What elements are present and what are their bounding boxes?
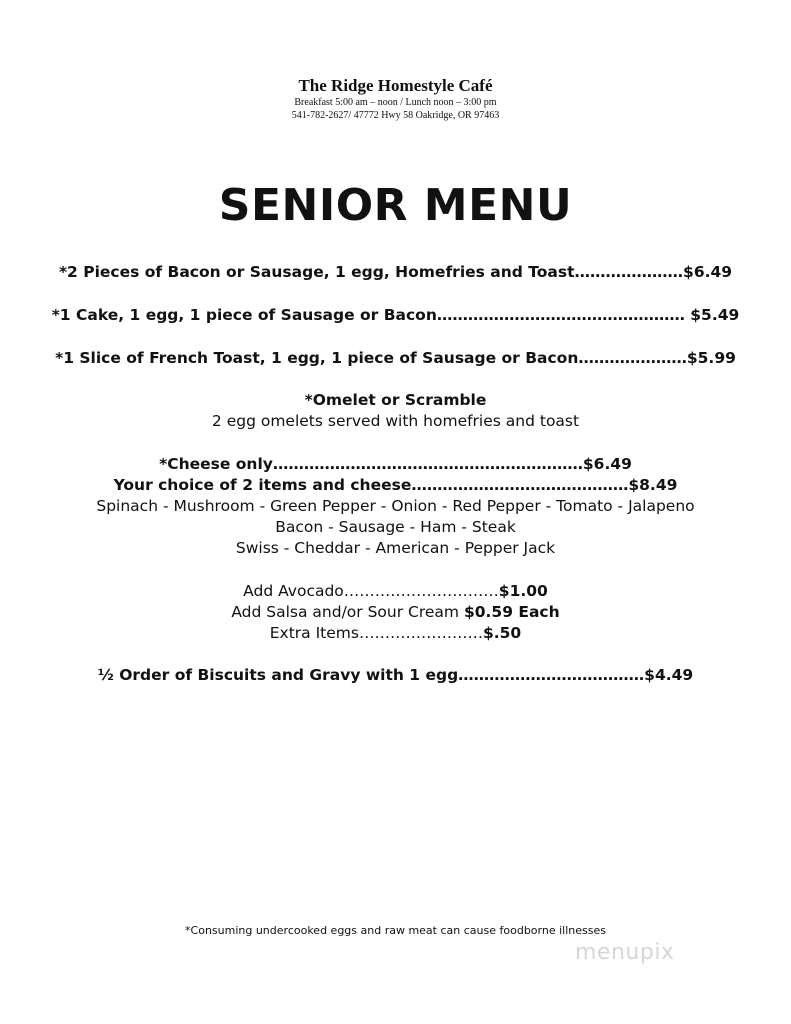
dot-leader: ……………………………… bbox=[458, 666, 645, 684]
omelet-description: 2 egg omelets served with homefries and toast bbox=[211, 412, 580, 430]
dot-leader: …………………………………………………… bbox=[272, 455, 583, 473]
item-name: Your choice of 2 items and cheese bbox=[113, 476, 412, 494]
item-name: *1 Slice of French Toast, 1 egg, 1 piece of Sausage or Bacon bbox=[55, 349, 579, 367]
addon-salsa bbox=[0, 603, 791, 621]
menu-item bbox=[0, 349, 791, 367]
item-price: $8.49 bbox=[628, 476, 678, 494]
food-safety-disclaimer: *Consuming undercooked eggs and raw meat can cause foodborne illnesses bbox=[185, 924, 606, 937]
addon-extra bbox=[0, 624, 791, 642]
menu-title: SENIOR MENU bbox=[218, 180, 573, 231]
addon-avocado bbox=[0, 582, 791, 600]
item-name: ½ Order of Biscuits and Gravy with 1 egg bbox=[97, 666, 459, 684]
menu-item-choice-two bbox=[0, 476, 791, 494]
addon-price: $0.59 Each bbox=[463, 603, 560, 621]
item-price: $4.49 bbox=[644, 666, 694, 684]
menu-item bbox=[0, 306, 791, 324]
cafe-hours: Breakfast 5:00 am – noon / Lunch noon – 3:00 pm bbox=[294, 97, 497, 108]
item-price: $5.99 bbox=[686, 349, 736, 367]
cafe-name: The Ridge Homestyle Café bbox=[298, 76, 493, 95]
meat-options: Bacon - Sausage - Ham - Steak bbox=[275, 518, 516, 536]
dot-leader: ………………………… bbox=[343, 582, 499, 600]
menu-item-biscuits bbox=[0, 666, 791, 684]
addon-price: $1.00 bbox=[498, 582, 548, 600]
cheese-options: Swiss - Cheddar - American - Pepper Jack bbox=[235, 539, 556, 557]
dot-leader: ………………… bbox=[574, 263, 684, 281]
item-price: $6.49 bbox=[683, 263, 733, 281]
item-name: *Cheese only bbox=[159, 455, 273, 473]
item-name: *2 Pieces of Bacon or Sausage, 1 egg, Homefries and Toast bbox=[58, 263, 575, 281]
dot-leader: ………………………………………… bbox=[436, 306, 685, 324]
item-price: $5.49 bbox=[684, 306, 740, 324]
dot-leader: …………………………………… bbox=[411, 476, 629, 494]
menu-item bbox=[0, 263, 791, 281]
addon-price: $.50 bbox=[482, 624, 522, 642]
cafe-contact: 541-782-2627/ 47772 Hwy 58 Oakridge, OR 97463 bbox=[291, 110, 500, 121]
addon-name: Extra Items bbox=[269, 624, 359, 642]
menu-item-cheese-only bbox=[0, 455, 791, 473]
veggie-options: Spinach - Mushroom - Green Pepper - Onion - Red Pepper - Tomato - Jalapeno bbox=[96, 497, 695, 515]
addon-name: Add Avocado bbox=[243, 582, 344, 600]
dot-leader: …………………… bbox=[358, 624, 483, 642]
watermark-logo: menupix bbox=[575, 940, 675, 965]
omelet-heading: *Omelet or Scramble bbox=[304, 391, 487, 409]
addon-name: Add Salsa and/or Sour Cream bbox=[231, 603, 464, 621]
item-price: $6.49 bbox=[582, 455, 632, 473]
dot-leader: ………………… bbox=[578, 349, 687, 367]
item-name: *1 Cake, 1 egg, 1 piece of Sausage or Bacon bbox=[51, 306, 437, 324]
